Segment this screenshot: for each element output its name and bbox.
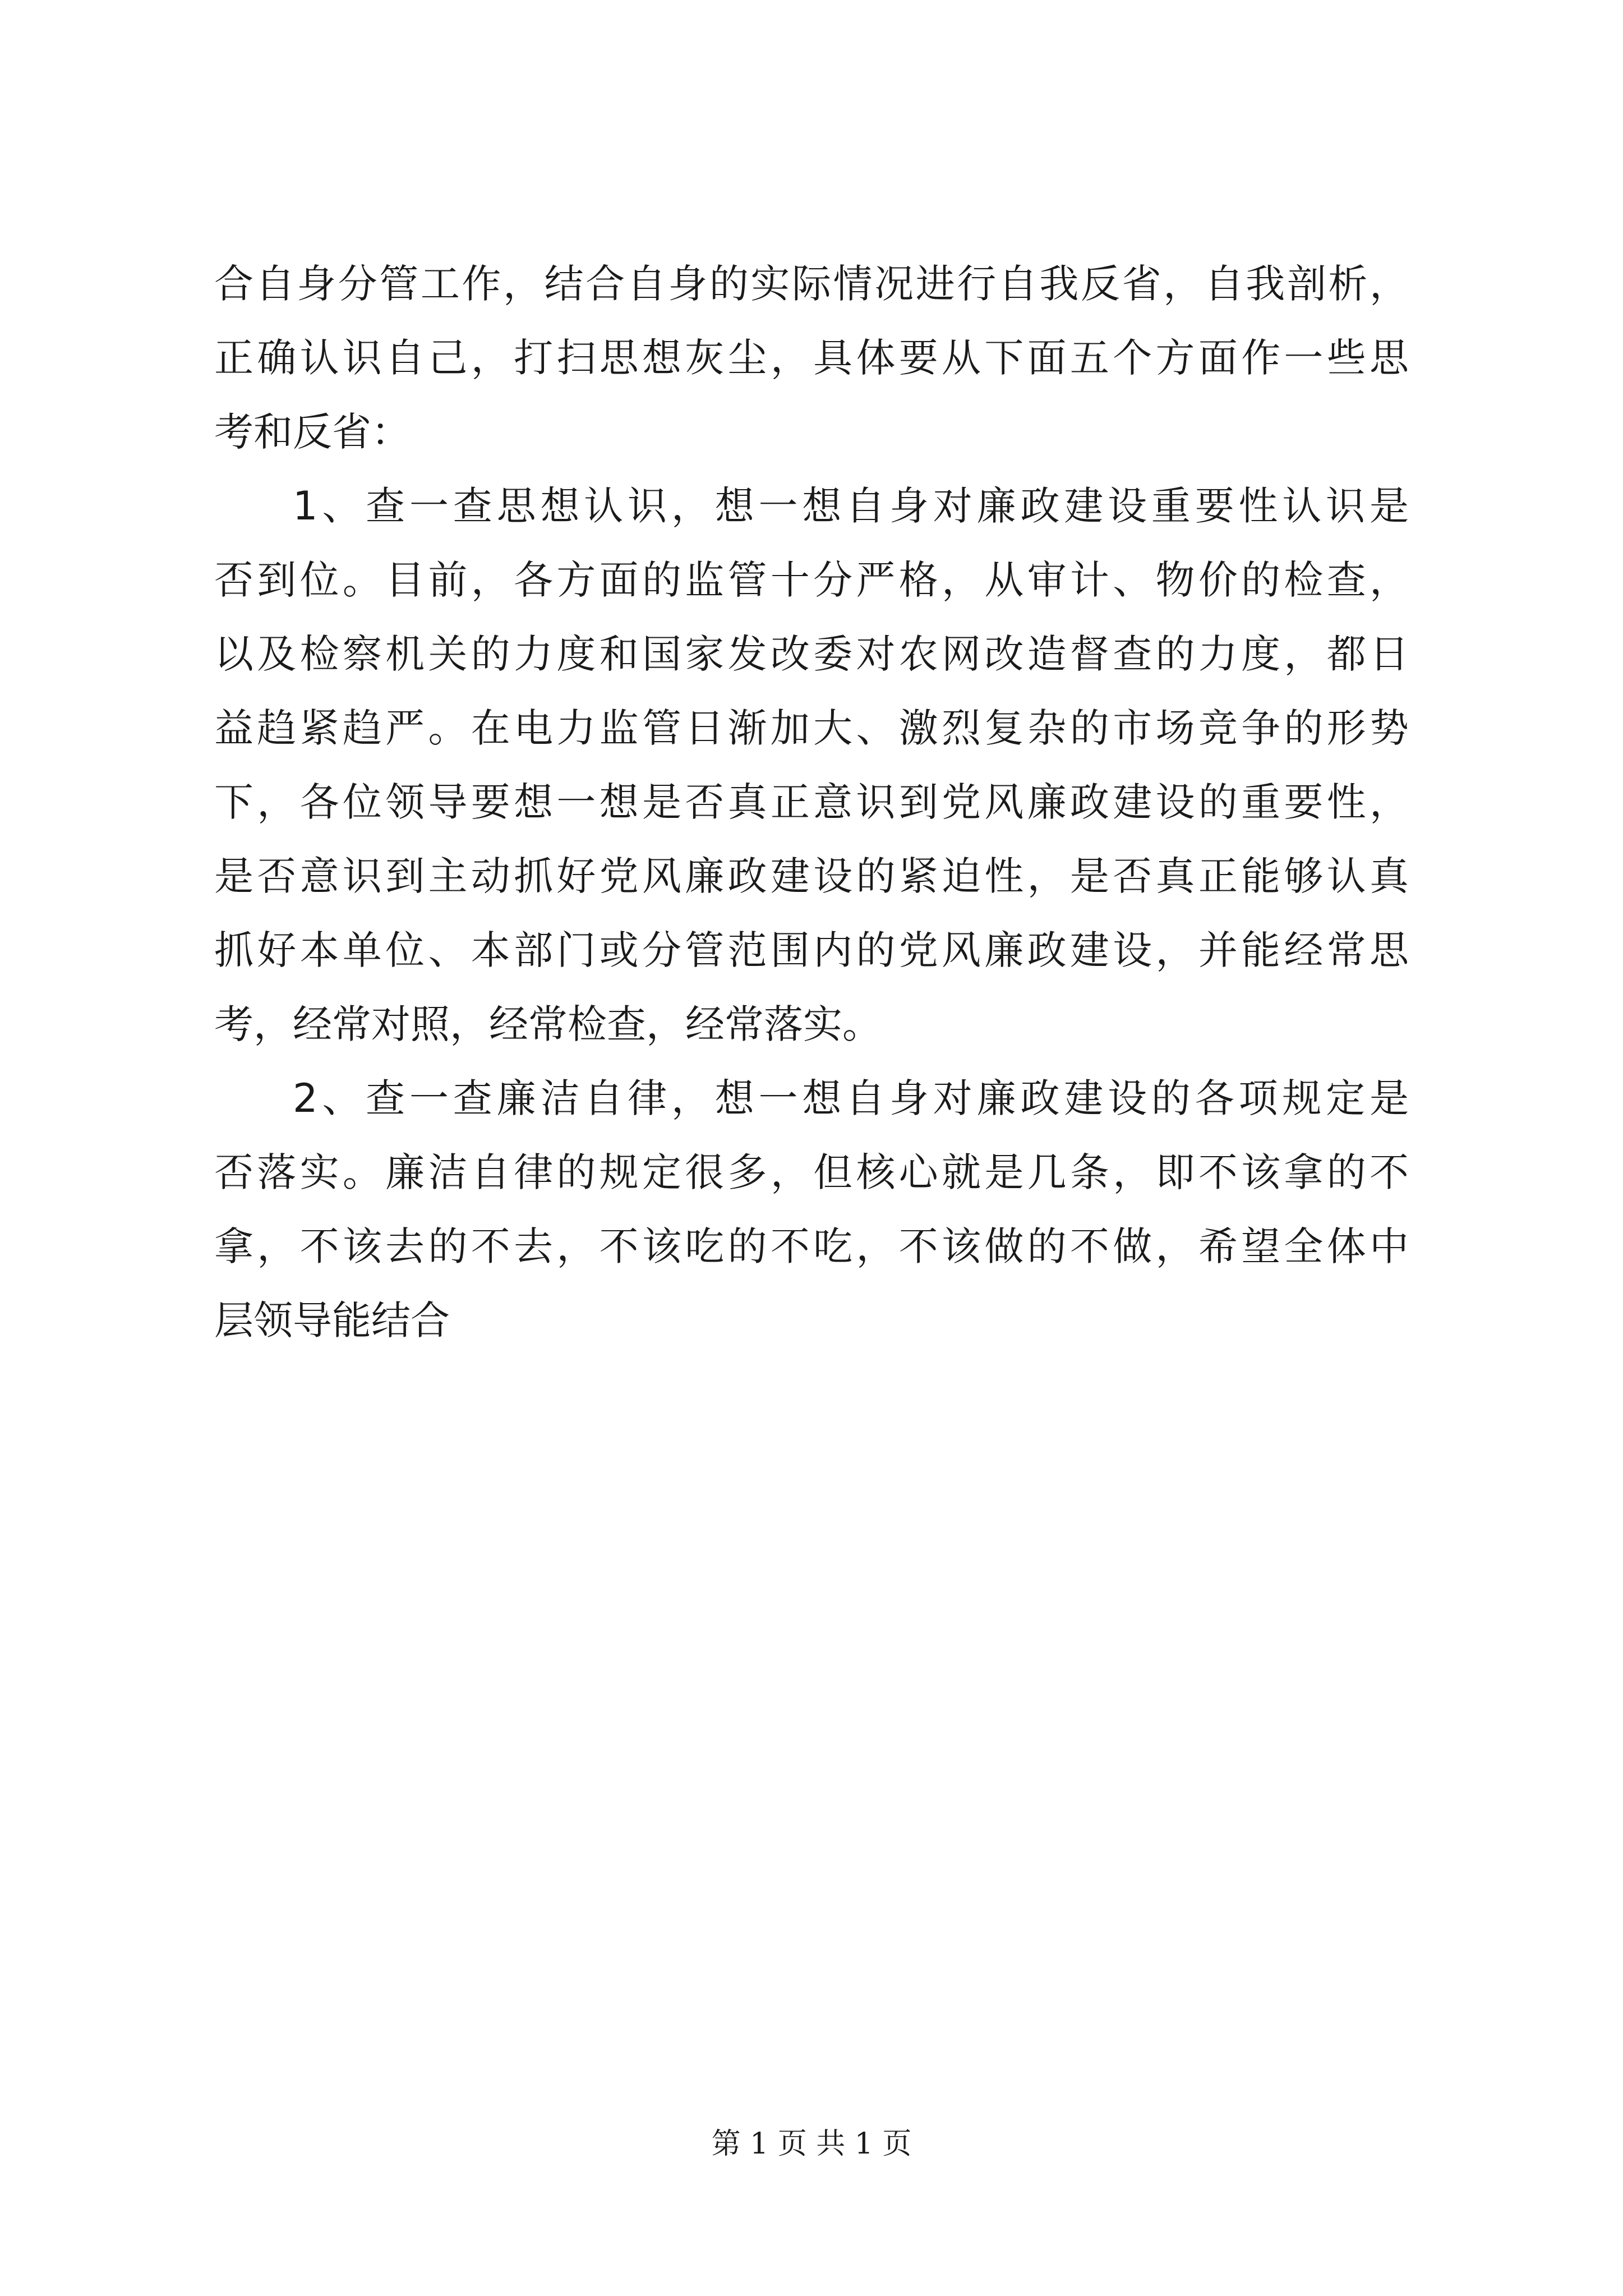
- text-line: 考，经常对照，经常检查，经常落实。: [214, 1001, 882, 1047]
- text-line: 正确认识自己，打扫思想灰尘，具体要从下面五个方面作一些思: [214, 335, 1409, 381]
- text-line: 1、查一查思想认识，想一想自身对廉政建设重要性认识是: [293, 483, 1409, 529]
- text-line: 下，各位领导要想一想是否真正意识到党风廉政建设的重要性，: [214, 779, 1409, 825]
- text-line: 益趋紧趋严。在电力监管日渐加大、激烈复杂的市场竞争的形势: [214, 705, 1409, 751]
- paragraph-3: [214, 1061, 1409, 1358]
- text-line: 合自身分管工作，结合自身的实际情况进行自我反省，自我剖析，: [214, 261, 1409, 307]
- paragraph-1: [214, 247, 1409, 469]
- paragraph-2: [214, 469, 1409, 1061]
- text-line: 抓好本单位、本部门或分管范围内的党风廉政建设，并能经常思: [214, 927, 1409, 973]
- text-line: 以及检察机关的力度和国家发改委对农网改造督查的力度，都日: [214, 631, 1409, 677]
- text-line: 否落实。廉洁自律的规定很多，但核心就是几条，即不该拿的不: [214, 1149, 1409, 1195]
- text-line: 拿，不该去的不去，不该吃的不吃，不该做的不做，希望全体中: [214, 1223, 1409, 1269]
- text-line: 2、查一查廉洁自律，想一想自身对廉政建设的各项规定是: [293, 1075, 1409, 1121]
- text-line: 否到位。目前，各方面的监管十分严格，从审计、物价的检查，: [214, 557, 1409, 603]
- document-body: [214, 247, 1409, 1358]
- text-line: 是否意识到主动抓好党风廉政建设的紧迫性，是否真正能够认真: [214, 853, 1409, 899]
- text-line: 考和反省：: [214, 409, 411, 455]
- text-line: 层领导能结合: [214, 1297, 450, 1343]
- page-footer: 第 1 页 共 1 页: [711, 2127, 912, 2161]
